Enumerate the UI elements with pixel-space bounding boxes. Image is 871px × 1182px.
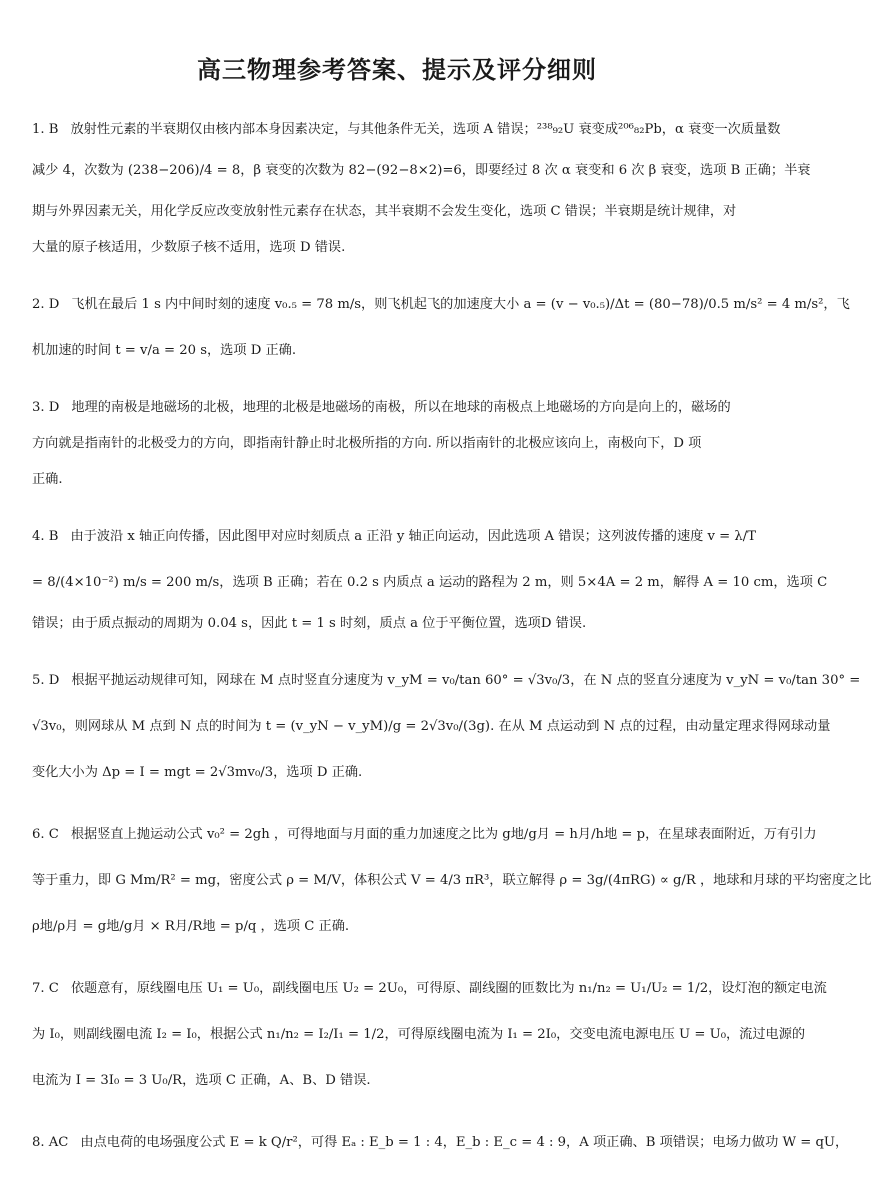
- text-line: 电流为 I = 3I₀ = 3 U₀/R，选项 C 正确，A、B、D 错误.: [32, 1073, 371, 1088]
- answer-item-2: [32, 282, 850, 374]
- text-line: ρ地/ρ月 = g地/g月 × R月/R地 = p/q ，选项 C 正确.: [32, 919, 350, 934]
- text-line: 变化大小为 Δp = I = mgt = 2√3mv₀/3，选项 D 正确.: [32, 765, 363, 780]
- text-line: 等于重力，即 G Mm/R² = mg，密度公式 ρ = M/V，体积公式 V = 4/3 πR³，联立解得 ρ = 3g/(4πRG) ∝ g/R ，地球和月球的平均密度之比: [32, 873, 871, 888]
- text-line: 放射性元素的半衰期仅由核内部本身因素决定，与其他条件无关，选项 A 错误；²³⁸₉₂U 衰变成²⁰⁶₈₂Pb，α 衰变一次质量数: [70, 122, 781, 137]
- answer-item-3: [32, 390, 768, 498]
- text-line: 飞机在最后 1 s 内中间时刻的速度 v₀.₅ = 78 m/s，则飞机起飞的加速度大小 a = (v − v₀.₅)/Δt = (80−78)/0.5 m/s² = 4 m/s²，飞: [71, 297, 850, 312]
- answer-item-7: [32, 966, 827, 1104]
- item-number: 2. D: [32, 297, 60, 312]
- text-line: √3v₀，则网球从 M 点到 N 点的时间为 t = (v_yN − v_yM)/g = 2√3v₀/(3g). 在从 M 点运动到 N 点的过程，由动量定理求得网球动量: [32, 719, 831, 734]
- answer-item-5: [32, 658, 861, 796]
- answer-item-4: [32, 514, 828, 642]
- text-line: 机加速的时间 t = v/a = 20 s，选项 D 正确.: [32, 343, 297, 358]
- text-line: 减少 4，次数为 (238−206)/4 = 8，β 衰变的次数为 82−(92−8×2)=6，即要经过 8 次 α 衰变和 6 次 β 衰变，选项 B 正确；半衰: [32, 163, 811, 178]
- answer-item-8: [32, 1120, 849, 1166]
- item-number: 1. B: [32, 122, 59, 137]
- item-number: 3. D: [32, 400, 60, 415]
- text-line: 方向就是指南针的北极受力的方向，即指南针静止时北极所指的方向. 所以指南针的北极应该向上，南极向下，D 项: [32, 436, 702, 451]
- text-line: 根据竖直上抛运动公式 v₀² = 2gh ，可得地面与月面的重力加速度之比为 g地/g月 = h月/h地 = p，在星球表面附近，万有引力: [70, 827, 817, 842]
- text-line: 依题意有，原线圈电压 U₁ = U₀，副线圈电压 U₂ = 2U₀，可得原、副线圈的匝数比为 n₁/n₂ = U₁/U₂ = 1/2，设灯泡的额定电流: [70, 981, 827, 996]
- item-number: 6. C: [32, 827, 59, 842]
- item-number: 5. D: [32, 673, 60, 688]
- item-number: 7. C: [32, 981, 59, 996]
- text-line: 根据平抛运动规律可知，网球在 M 点时竖直分速度为 v_yM = v₀/tan 60° = √3v₀/3，在 N 点的竖直分速度为 v_yN = v₀/tan 30° =: [71, 673, 861, 688]
- text-line: 大量的原子核适用，少数原子核不适用，选项 D 错误.: [32, 240, 346, 255]
- text-line: = 8/(4×10⁻²) m/s = 200 m/s，选项 B 正确；若在 0.2 s 内质点 a 运动的路程为 2 m，则 5×4A = 2 m，解得 A = 10 cm，选项 C: [32, 575, 828, 590]
- text-line: 正确.: [32, 472, 63, 487]
- text-line: 期与外界因素无关，用化学反应改变放射性元素存在状态，其半衰期不会发生变化，选项 C 错误；半衰期是统计规律，对: [32, 204, 737, 219]
- answer-item-1: [32, 112, 811, 266]
- item-number: 4. B: [32, 529, 59, 544]
- text-line: 为 I₀，则副线圈电流 I₂ = I₀，根据公式 n₁/n₂ = I₂/I₁ = 1/2，可得原线圈电流为 I₁ = 2I₀，交变电流电源电压 U = U₀，流过电源的: [32, 1027, 806, 1042]
- answer-list: [32, 112, 871, 1182]
- text-line: 由点电荷的电场强度公式 E = k Q/r²，可得 Eₐ : E_b = 1 : 4，E_b : E_c = 4 : 9，A 项正确、B 项错误；电场力做功 W = qU，: [80, 1135, 849, 1150]
- text-line: 地理的南极是地磁场的北极，地理的北极是地磁场的南极，所以在地球的南极点上地磁场的方向是向上的，磁场的: [71, 400, 731, 415]
- answer-item-6: [32, 812, 871, 950]
- text-line: 错误；由于质点振动的周期为 0.04 s，因此 t = 1 s 时刻，质点 a 位于平衡位置，选项D 错误.: [32, 616, 587, 631]
- page-title: 高三物理参考答案、提示及评分细则: [197, 56, 597, 84]
- text-line: 由于波沿 x 轴正向传播，因此图甲对应时刻质点 a 正沿 y 轴正向运动，因此选项 A 错误；这列波传播的速度 v = λ/T: [70, 529, 757, 544]
- item-number: 8. AC: [32, 1135, 69, 1150]
